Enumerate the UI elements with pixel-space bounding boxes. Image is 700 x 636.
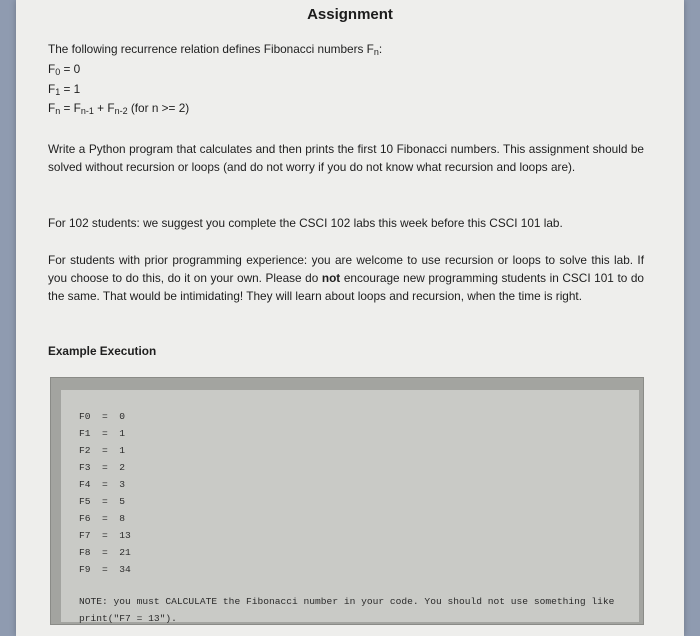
fn-sub1: n-1 (80, 106, 94, 116)
paragraph-prior-experience (48, 251, 644, 305)
note-text: NOTE: you must CALCULATE the Fibonacci number in your code. You should not use something like print("F7 = 13"). (79, 596, 615, 624)
f0-base: F (48, 62, 56, 76)
example-execution-box (50, 377, 644, 625)
fib-line: F5 = 5 (79, 496, 126, 507)
intro-subscript: n (373, 47, 379, 57)
intro-text (48, 40, 382, 58)
console-output (61, 390, 639, 622)
recurrence-fn (48, 99, 189, 117)
recurrence-f0 (48, 60, 80, 78)
p3-before: For students with prior programming experience: you are welcome to use recursion or loops to solve this lab. If you choose to do this, do it on your own. Please do (48, 253, 644, 285)
intro-colon: : (378, 42, 383, 56)
f1-base: F (48, 82, 56, 96)
fib-line: F7 = 13 (79, 530, 131, 541)
fn-sub: n (55, 106, 61, 116)
assignment-page (16, 0, 684, 636)
f1-sub: 1 (55, 87, 61, 97)
example-heading: Example Execution (48, 344, 157, 358)
fib-line: F2 = 1 (79, 445, 126, 456)
intro-sentence: The following recurrence relation defines Fibonacci numbers F (48, 42, 374, 56)
fn-plus: + F (93, 101, 115, 115)
p3-bold: not (321, 271, 341, 285)
p3-after: encourage new programming students in CSCI 101 to do the same. That would be intimidating! They will learn about loops and recursion, when the time is right. (48, 271, 644, 303)
f0-sub: 0 (55, 67, 61, 77)
paragraph-102-students: For 102 students: we suggest you complete the CSCI 102 labs this week before this CSCI 101 lab. (48, 216, 563, 230)
recurrence-f1 (48, 80, 80, 98)
fn-eq: = F (60, 101, 81, 115)
fib-line: F8 = 21 (79, 547, 131, 558)
fib-line: F6 = 8 (79, 513, 126, 524)
page-title: Assignment (307, 6, 393, 23)
fib-line: F3 = 2 (79, 462, 126, 473)
fn-condition: (for n >= 2) (127, 101, 190, 115)
fib-line: F4 = 3 (79, 479, 126, 490)
f0-value: = 0 (60, 62, 81, 76)
f1-value: = 1 (60, 82, 81, 96)
fn-base: F (48, 101, 56, 115)
fn-sub2: n-2 (114, 106, 128, 116)
fib-line: F1 = 1 (79, 428, 126, 439)
fib-line: F0 = 0 (79, 411, 126, 422)
paragraph-python-program: Write a Python program that calculates and then prints the first 10 Fibonacci numbers. This assignment should be solved without recursion or loops (and do not worry if you do not know what recursion and loops are). (48, 142, 644, 174)
fib-line: F9 = 34 (79, 564, 131, 575)
